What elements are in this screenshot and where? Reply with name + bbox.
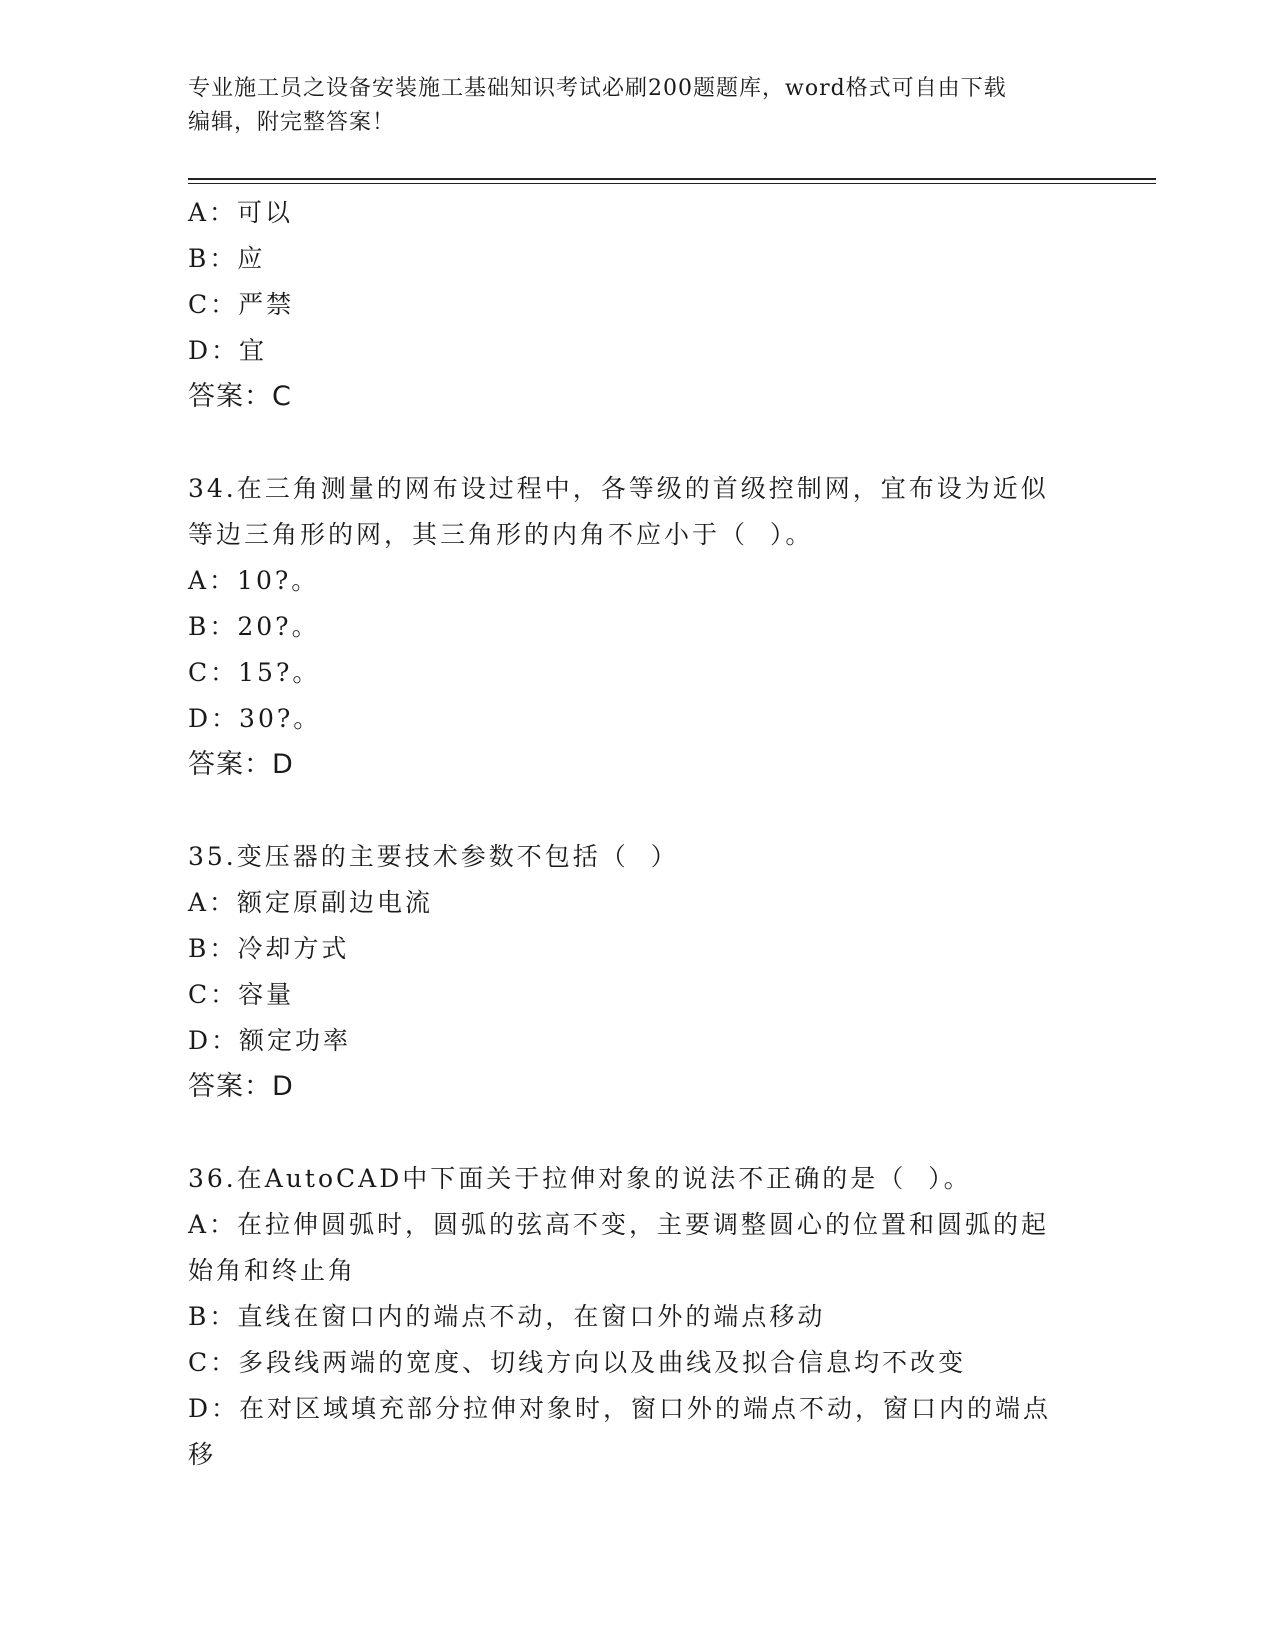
question-stem: 36.在AutoCAD中下面关于拉伸对象的说法不正确的是（ ）。 [188,1164,972,1193]
question-stem: 35.变压器的主要技术参数不包括（ ） [188,842,679,871]
option-b: B：应 [188,244,266,273]
option-a: A：可以 [188,198,294,227]
option-c: C：严禁 [188,290,295,319]
question-36 [188,1156,1088,1478]
answer-label: 答案：D [188,749,294,780]
question-stem: 34.在三角测量的网布设过程中，各等级的首级控制网，宜布设为近似 [188,474,1049,503]
question-list [188,190,1088,1478]
header-divider-thin [188,183,1156,184]
option-a: A：10?。 [188,566,320,595]
answer-label: 答案：C [188,381,292,412]
header-line-2: 编辑，附完整答案！ [188,110,396,135]
question-35 [188,834,1088,1110]
question-33 [188,190,1088,420]
option-d: D：在对区域填充部分拉伸对象时，窗口外的端点不动，窗口内的端点 [188,1394,1052,1423]
option-a: A：额定原副边电流 [188,888,434,917]
option-b: B：20?。 [188,612,320,641]
option-d: D：宜 [188,336,268,365]
option-d: D：额定功率 [188,1026,352,1055]
option-b: B：冷却方式 [188,934,350,963]
option-a: A：在拉伸圆弧时，圆弧的弦高不变，主要调整圆心的位置和圆弧的起 [188,1210,1050,1239]
option-d: D：30?。 [188,704,322,733]
spacer [188,788,1088,834]
option-c: C：15?。 [188,658,321,687]
question-stem-continued: 等边三角形的网，其三角形的内角不应小于（ ）。 [188,520,814,549]
option-d-continued: 移 [188,1440,217,1469]
page-header [188,72,1088,140]
option-a-continued: 始角和终止角 [188,1256,357,1285]
header-line-1: 专业施工员之设备安装施工基础知识考试必刷200题题库，word格式可自由下载 [188,76,1007,101]
option-b: B：直线在窗口内的端点不动，在窗口外的端点移动 [188,1302,826,1331]
header-divider-thick [188,178,1156,180]
spacer [188,1110,1088,1156]
option-c: C：容量 [188,980,295,1009]
option-c: C：多段线两端的宽度、切线方向以及曲线及拟合信息均不改变 [188,1348,967,1377]
question-34 [188,466,1088,788]
answer-label: 答案：D [188,1071,294,1102]
spacer [188,420,1088,466]
